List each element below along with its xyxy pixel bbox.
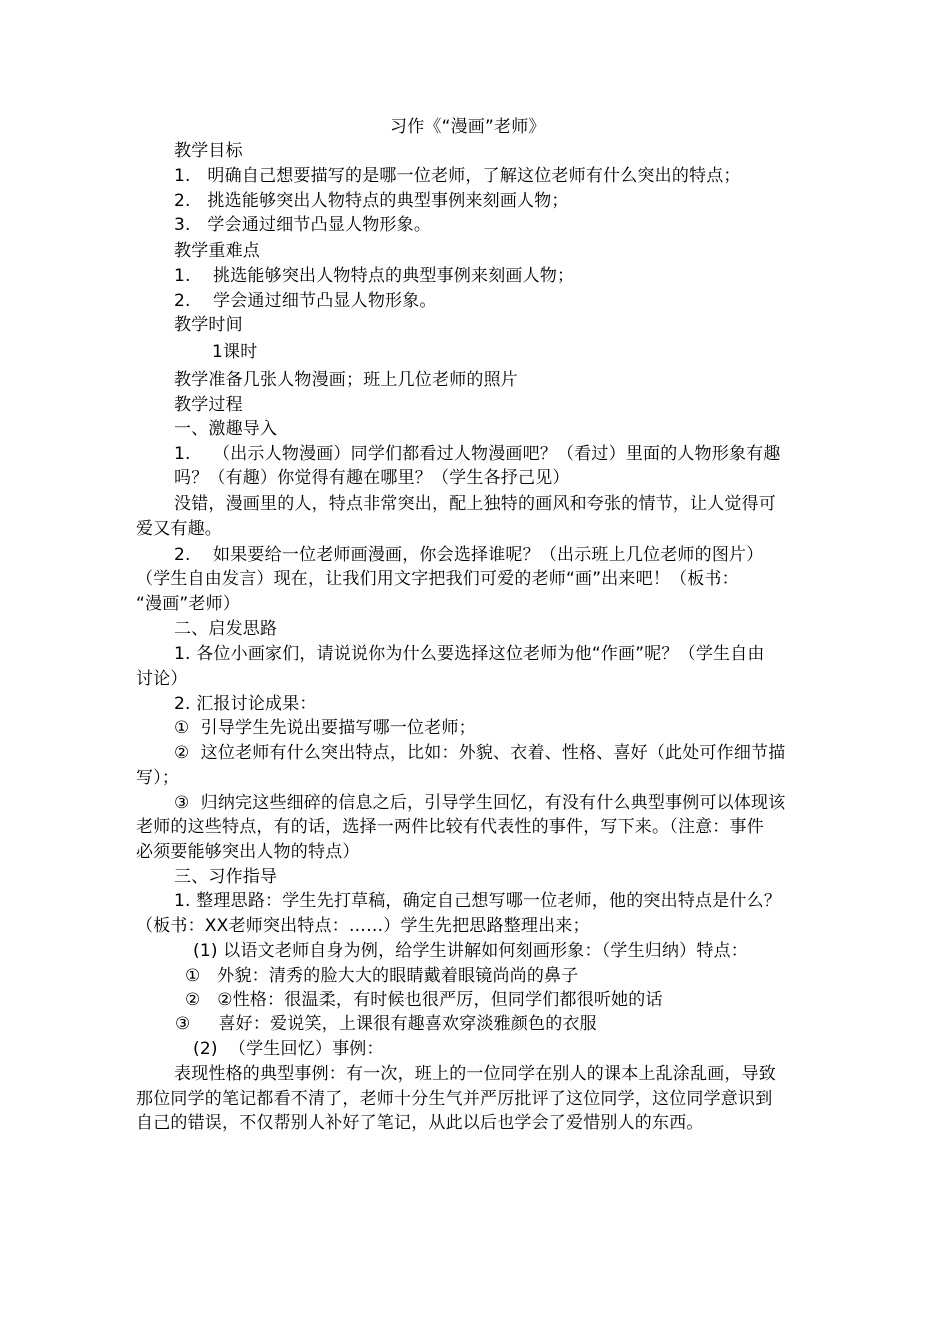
teaching-time-value: 1课时 xyxy=(212,342,258,362)
section-1-paragraph-3-line-1: 2. 如果要给一位老师画漫画，你会选择谁呢？（出示班上几位老师的图片） xyxy=(174,545,764,565)
example-line-1: 表现性格的典型事例：有一次，班上的一位同学在别人的课本上乱涂乱画，导致 xyxy=(174,1064,776,1084)
heading-teaching-time: 教学时间 xyxy=(174,315,243,335)
section-2-item-1-line-1: 1. 各位小画家们，请说说你为什么要选择这位老师为他“作画”呢？（学生自由 xyxy=(174,644,765,664)
section-2-heading: 二、启发思路 xyxy=(174,619,278,639)
feature-appearance: ① 外貌：清秀的脸大大的眼睛戴着眼镜尚尚的鼻子 xyxy=(185,966,579,986)
goal-item-1: 1. 明确自己想要描写的是哪一位老师，了解这位老师有什么突出的特点； xyxy=(174,166,741,186)
goal-item-3: 3. 学会通过细节凸显人物形象。 xyxy=(174,215,432,235)
section-3-item-1-line-1: 1. 整理思路：学生先打草稿，确定自己想写哪一位老师，他的突出特点是什么？ xyxy=(174,891,782,911)
section-3-subitem-2: (2) （学生回忆）事例： xyxy=(193,1039,384,1059)
difficulty-item-2: 2. 学会通过细节凸显人物形象。 xyxy=(174,291,437,311)
section-1-paragraph-1-line-1: 1. （出示人物漫画）同学们都看过人物漫画吧？（看过）里面的人物形象有趣 xyxy=(174,444,781,464)
section-2-subitem-3-line-3: 必须要能够突出人物的特点） xyxy=(136,842,360,862)
feature-personality: ② ②性格：很温柔，有时候也很严厉，但同学们都很听她的话 xyxy=(185,990,663,1010)
section-2-item-2: 2. 汇报讨论成果： xyxy=(174,694,317,714)
section-1-paragraph-3-line-2: （学生自由发言）现在，让我们用文字把我们可爱的老师“画”出来吧！（板书： xyxy=(136,569,739,589)
section-1-paragraph-2-line-1: 没错，漫画里的人，特点非常突出，配上独特的画风和夸张的情节，让人觉得可 xyxy=(174,494,776,514)
section-1-paragraph-2-line-2: 爱又有趣。 xyxy=(136,519,222,539)
section-2-subitem-3-line-1: ③ 归纳完这些细碎的信息之后，引导学生回忆，有没有什么典型事例可以体现该 xyxy=(174,793,786,813)
goal-item-2: 2. 挑选能够突出人物特点的典型事例来刻画人物； xyxy=(174,191,569,211)
section-2-subitem-2-line-2: 写）； xyxy=(136,768,180,788)
section-1-paragraph-1-line-2: 吗？（有趣）你觉得有趣在哪里？（学生各抒己见） xyxy=(174,468,570,488)
section-2-subitem-1: ① 引导学生先说出要描写哪一位老师； xyxy=(174,718,476,738)
example-line-2: 那位同学的笔记都看不清了，老师十分生气并严厉批评了这位同学，这位同学意识到 xyxy=(136,1089,773,1109)
heading-teaching-process: 教学过程 xyxy=(174,395,243,415)
section-3-subitem-1: (1) 以语文老师自身为例，给学生讲解如何刻画形象：（学生归纳）特点： xyxy=(193,941,748,961)
teaching-preparation: 教学准备几张人物漫画；班上几位老师的照片 xyxy=(174,370,518,390)
example-line-3: 自己的错误，不仅帮别人补好了笔记，从此以后也学会了爱惜别人的东西。 xyxy=(136,1113,704,1133)
document-title: 习作《“漫画”老师》 xyxy=(390,117,546,137)
section-1-paragraph-3-line-3: “漫画”老师） xyxy=(136,594,241,614)
section-2-item-1-line-2: 讨论） xyxy=(136,669,188,689)
section-3-item-1-line-2: （板书：XX老师突出特点：……）学生先把思路整理出来； xyxy=(136,916,590,936)
section-3-heading: 三、习作指导 xyxy=(174,867,278,887)
section-2-subitem-2-line-1: ② 这位老师有什么突出特点，比如：外貌、衣着、性格、喜好（此处可作细节描 xyxy=(174,743,786,763)
difficulty-item-1: 1. 挑选能够突出人物特点的典型事例来刻画人物； xyxy=(174,266,575,286)
feature-hobby: ③ 喜好：爱说笑，上课很有趣喜欢穿淡雅颜色的衣服 xyxy=(175,1014,597,1034)
section-1-heading: 一、激趣导入 xyxy=(174,419,278,439)
heading-teaching-goals: 教学目标 xyxy=(174,141,243,161)
heading-key-difficulties: 教学重难点 xyxy=(174,241,260,261)
section-2-subitem-3-line-2: 老师的这些特点，有的话，选择一两件比较有代表性的事件，写下来。（注意：事件 xyxy=(136,817,764,837)
